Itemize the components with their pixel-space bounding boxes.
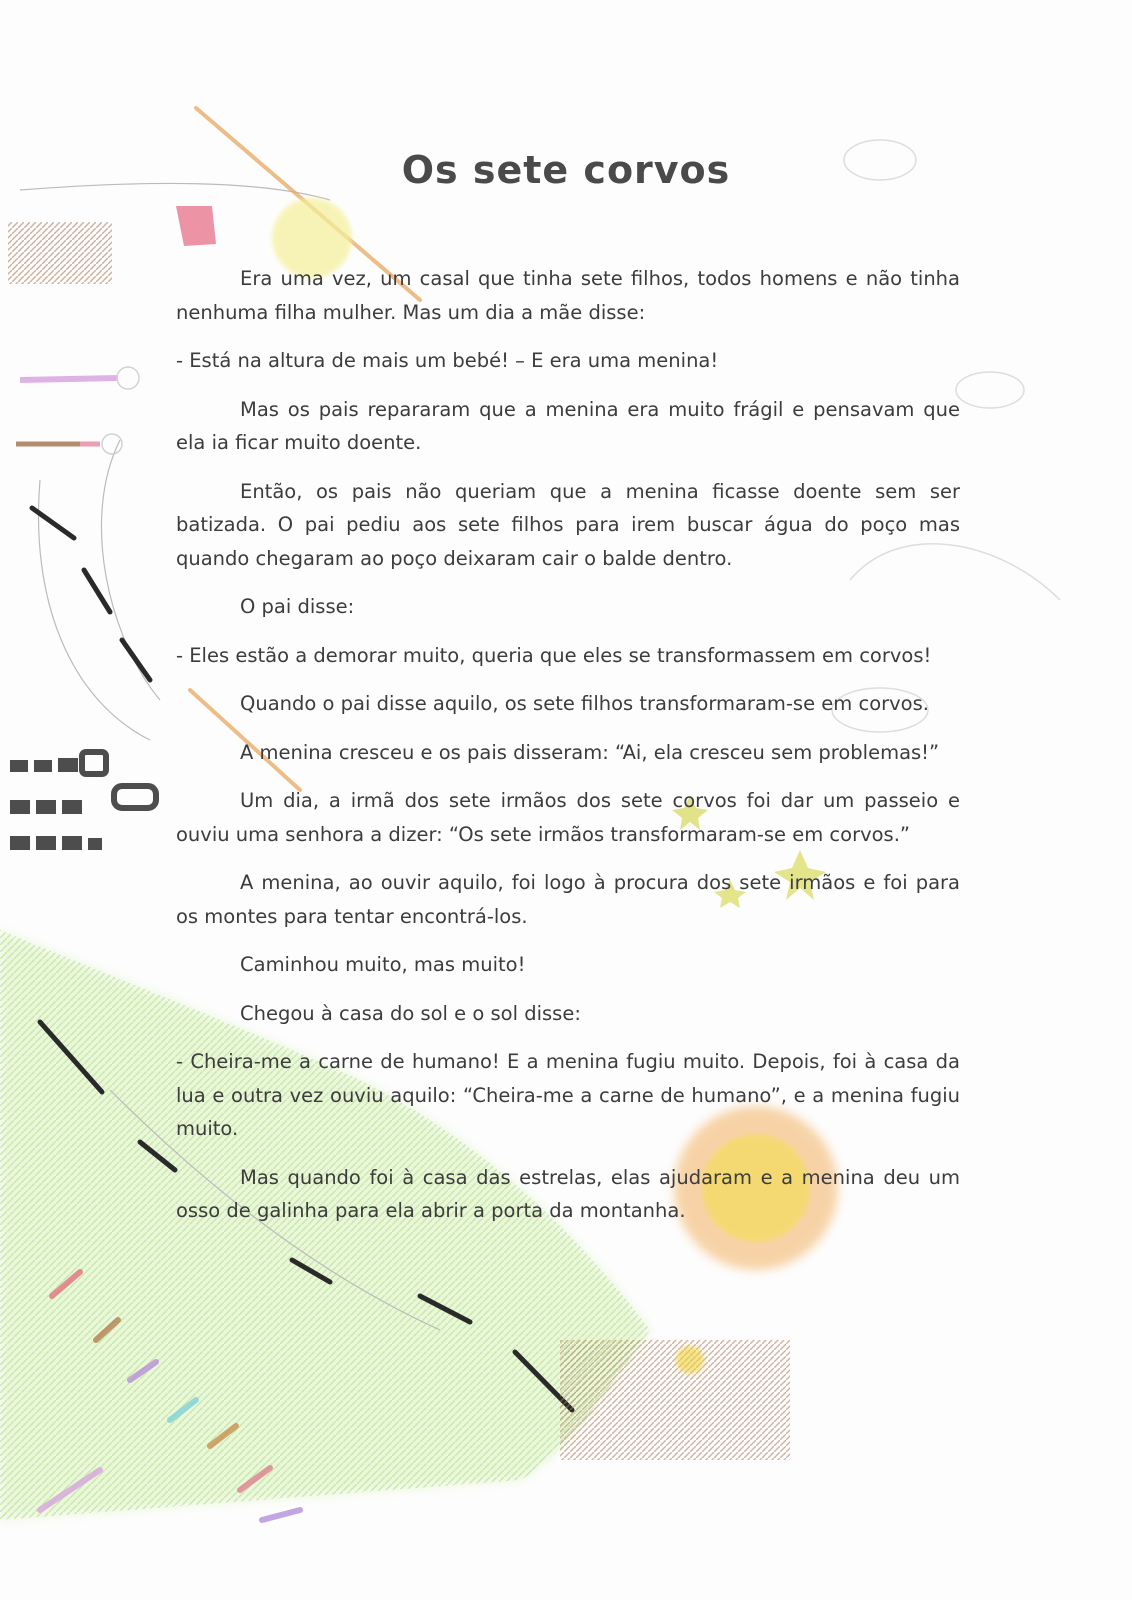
story-paragraph: A menina, ao ouvir aquilo, foi logo à procura dos sete irmãos e foi para os montes para tentar encontrá-los. xyxy=(176,871,960,928)
story-paragraph: Chegou à casa do sol e o sol disse: xyxy=(240,1001,581,1025)
story-paragraph: - Está na altura de mais um bebé! – E era uma menina! xyxy=(176,349,719,372)
building-blocks-drawing xyxy=(10,752,156,850)
story-paragraph: A menina cresceu e os pais disseram: “Ai, ela cresceu sem problemas!” xyxy=(240,740,940,764)
story-paragraph: O pai disse: xyxy=(240,595,355,618)
story-paragraph: - Eles estão a demorar muito, queria que eles se transformassem em corvos! xyxy=(176,643,932,667)
figures-left-drawing xyxy=(16,367,139,454)
story-paragraph: Quando o pai disse aquilo, os sete filhos transformaram-se em corvos. xyxy=(240,692,929,715)
page-title: Os sete corvos xyxy=(401,148,731,192)
story-paragraph: Era uma vez, um casal que tinha sete filhos, todos homens e não tinha nenhuma filha mulher. Mas um dia a mãe disse: xyxy=(176,267,960,324)
story-paragraph: - Cheira-me a carne de humano! E a menina fugiu muito. Depois, foi à casa da lua e outra vez ouviu aquilo: “Cheira-me a carne de humano”, e a menina fugiu muito. xyxy=(176,1050,960,1140)
story-paragraph: Caminhou muito, mas muito! xyxy=(240,953,526,976)
story-paragraph: Então, os pais não queriam que a menina ficasse doente sem ser batizada. O pai pediu aos sete filhos para irem buscar água do poço mas quando chegaram ao poço deixaram cair o balde dentro. xyxy=(176,479,960,570)
brown-log-drawing xyxy=(8,222,112,284)
story-paragraph: Um dia, a irmã dos sete irmãos dos sete corvos foi dar um passeio e ouviu uma senhora a dizer: “Os sete irmãos transformaram-se em corvos.” xyxy=(176,789,960,846)
story-paragraph: Mas os pais repararam que a menina era muito frágil e pensavam que ela ia ficar muito doente. xyxy=(176,397,960,454)
brown-mountain-drawing xyxy=(560,1340,790,1460)
story-paragraph: Mas quando foi à casa das estrelas, elas ajudaram e a menina deu um osso de galinha para ela abrir a porta da montanha. xyxy=(176,1165,960,1222)
story-text xyxy=(176,262,960,1243)
pink-mark-drawing xyxy=(176,206,216,246)
yellow-dot-drawing xyxy=(676,1346,704,1374)
